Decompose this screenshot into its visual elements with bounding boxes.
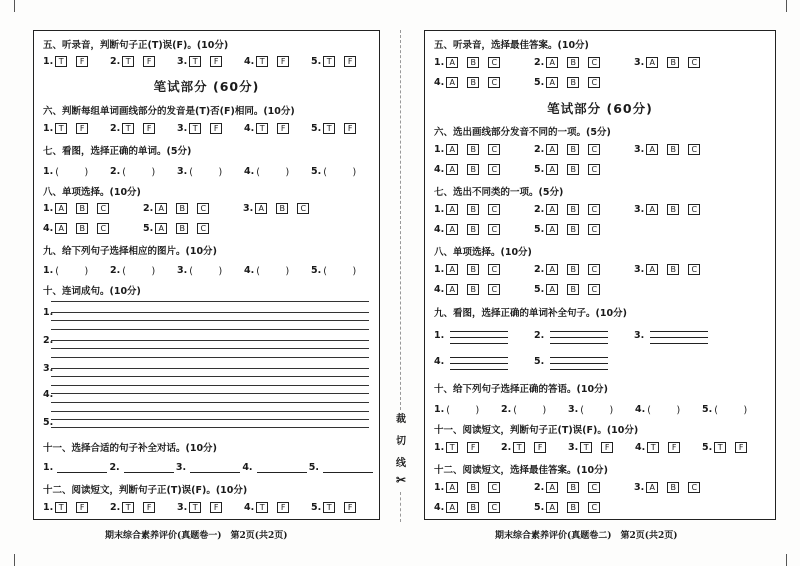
writing-number: 2. [43, 335, 54, 346]
right-section-10-title: 十、给下列句子选择正确的答语。(10分) [434, 384, 608, 395]
right-section-9-title: 九、看图，选择正确的单词补全句子。(10分) [434, 308, 627, 319]
left-section-12-answers: 1. T F 2. T F 3. T F 4. T F 5. T F [43, 502, 373, 513]
cut-label-2: 切 [396, 436, 406, 447]
a-box[interactable]: A [446, 77, 458, 88]
b-box[interactable]: B [467, 77, 479, 88]
left-section-7-title: 七、看图，选择正确的单词。(5分) [43, 146, 192, 157]
a-box[interactable]: A [446, 224, 458, 235]
b-box[interactable]: B [667, 264, 679, 275]
f-box[interactable]: F [210, 56, 222, 67]
writing-number: 3. [43, 363, 54, 374]
right-section-6-answers-row1: 1. A B C 2. A B C 3. A B C [434, 144, 769, 155]
a-box[interactable]: A [546, 144, 558, 155]
f-box[interactable]: F [277, 502, 289, 513]
left-section-8-answers-row1: 1. A B C 2. A B C 3. A B C [43, 203, 373, 214]
writing-line[interactable] [51, 320, 369, 321]
b-box[interactable]: B [567, 144, 579, 155]
right-section-6-title: 六、选出画线部分发音不同的一项。(5分) [434, 127, 611, 138]
c-box[interactable]: C [588, 224, 600, 235]
answer-blank[interactable] [257, 463, 307, 473]
t-box[interactable]: T [714, 442, 726, 453]
c-box[interactable]: C [488, 204, 500, 215]
left-section-9-answers: 1. ( ) 2. ( ) 3. ( ) 4. ( ) 5. ( ) [43, 264, 365, 277]
a-box[interactable]: A [546, 482, 558, 493]
b-box[interactable]: B [567, 284, 579, 295]
right-section-10-answers: 1. ( ) 2. ( ) 3. ( ) 4. ( ) 5. ( ) [434, 403, 756, 416]
right-section-5-answers-row1: 1. A B C 2. A B C 3. A B C [434, 57, 769, 68]
b-box[interactable]: B [276, 203, 288, 214]
c-box[interactable]: C [488, 502, 500, 513]
b-box[interactable]: B [467, 264, 479, 275]
left-section-7-answers: 1. ( ) 2. ( ) 3. ( ) 4. ( ) 5. ( ) [43, 165, 365, 178]
cut-line-bottom [400, 492, 401, 522]
t-box[interactable]: T [323, 502, 335, 513]
t-box[interactable]: T [189, 123, 201, 134]
b-box[interactable]: B [467, 482, 479, 493]
fill-lines[interactable] [450, 326, 508, 344]
right-section-5-answers-row2: 4. A B C 5. A B C [434, 77, 769, 88]
f-box[interactable]: F [534, 442, 546, 453]
a-box[interactable]: A [546, 57, 558, 68]
right-written-title: 笔试部分 (60分) [547, 101, 653, 116]
b-box[interactable]: B [76, 223, 88, 234]
cut-label-1: 裁 [396, 414, 406, 425]
c-box[interactable]: C [488, 164, 500, 175]
f-box[interactable]: F [735, 442, 747, 453]
right-section-9-answers-row1: 1. 2. 3. [434, 326, 769, 344]
b-box[interactable]: B [76, 203, 88, 214]
right-section-8-answers-row2: 4. A B C 5. A B C [434, 284, 769, 295]
right-section-7-answers-row1: 1. A B C 2. A B C 3. A B C [434, 204, 769, 215]
c-box[interactable]: C [197, 203, 209, 214]
writing-line[interactable] [51, 393, 369, 394]
a-box[interactable]: A [646, 144, 658, 155]
b-box[interactable]: B [567, 264, 579, 275]
right-section-9-answers-row2: 4. 5. [434, 352, 769, 370]
c-box[interactable]: C [588, 164, 600, 175]
b-box[interactable]: B [667, 144, 679, 155]
answer-paren[interactable]: ( ) [122, 266, 164, 277]
b-box[interactable]: B [467, 204, 479, 215]
f-box[interactable]: F [143, 502, 155, 513]
f-box[interactable]: F [668, 442, 680, 453]
a-box[interactable]: A [546, 77, 558, 88]
cut-line-top [400, 30, 401, 410]
a-box[interactable]: A [446, 264, 458, 275]
b-box[interactable]: B [567, 77, 579, 88]
left-section-8-title: 八、单项选择。(10分) [43, 187, 141, 198]
a-box[interactable]: A [446, 57, 458, 68]
writing-line[interactable] [51, 376, 369, 377]
a-box[interactable]: A [446, 164, 458, 175]
a-box[interactable]: A [255, 203, 267, 214]
c-box[interactable]: C [588, 57, 600, 68]
answer-paren[interactable]: ( ) [513, 405, 555, 416]
t-box[interactable]: T [122, 502, 134, 513]
c-box[interactable]: C [588, 77, 600, 88]
writing-line[interactable] [51, 357, 369, 358]
b-box[interactable]: B [467, 502, 479, 513]
t-box[interactable]: T [580, 442, 592, 453]
writing-line[interactable] [51, 402, 369, 403]
a-box[interactable]: A [446, 482, 458, 493]
c-box[interactable]: C [588, 264, 600, 275]
left-section-10-title: 十、连词成句。(10分) [43, 286, 141, 297]
c-box[interactable]: C [488, 144, 500, 155]
right-section-6-answers-row2: 4. A B C 5. A B C [434, 164, 769, 175]
b-box[interactable]: B [567, 224, 579, 235]
f-box[interactable]: F [76, 123, 88, 134]
a-box[interactable]: A [646, 57, 658, 68]
f-box[interactable]: F [210, 502, 222, 513]
b-box[interactable]: B [667, 57, 679, 68]
right-section-7-title: 七、选出不同类的一项。(5分) [434, 187, 564, 198]
a-box[interactable]: A [55, 203, 67, 214]
answer-paren[interactable]: ( ) [647, 405, 689, 416]
a-box[interactable]: A [546, 204, 558, 215]
writing-number: 1. [43, 307, 54, 318]
a-box[interactable]: A [55, 223, 67, 234]
right-section-5-title: 五、听录音，选择最佳答案。(10分) [434, 40, 589, 51]
t-box[interactable]: T [189, 56, 201, 67]
left-section-12-title: 十二、阅读短文，判断句子正(T)误(F)。(10分) [43, 485, 248, 496]
right-section-12-answers-row2: 4. A B C 5. A B C [434, 502, 769, 513]
left-section-6-answers: 1. T F 2. T F 3. T F 4. T F 5. T F [43, 123, 373, 134]
c-box[interactable]: C [588, 284, 600, 295]
f-box[interactable]: F [143, 123, 155, 134]
answer-paren[interactable]: ( ) [714, 405, 756, 416]
b-box[interactable]: B [667, 204, 679, 215]
a-box[interactable]: A [546, 224, 558, 235]
answer-paren[interactable]: ( ) [122, 167, 164, 178]
answer-paren[interactable]: ( ) [256, 266, 298, 277]
writing-line[interactable] [51, 385, 369, 386]
answer-paren[interactable]: ( ) [446, 405, 488, 416]
c-box[interactable]: C [688, 57, 700, 68]
left-section-9-title: 九、给下列句子选择相应的图片。(10分) [43, 246, 217, 257]
left-section-11-title: 十一、选择合适的句子补全对话。(10分) [43, 443, 217, 454]
a-box[interactable]: A [446, 502, 458, 513]
fill-lines[interactable] [650, 326, 708, 344]
left-section-5-answers: 1. T F 2. T F 3. T F 4. T F 5. T F [43, 56, 373, 67]
b-box[interactable]: B [567, 482, 579, 493]
fill-lines[interactable] [550, 326, 608, 344]
a-box[interactable]: A [646, 482, 658, 493]
c-box[interactable]: C [688, 482, 700, 493]
c-box[interactable]: C [297, 203, 309, 214]
f-box[interactable]: F [210, 123, 222, 134]
right-section-8-answers-row1: 1. A B C 2. A B C 3. A B C [434, 264, 769, 275]
a-box[interactable]: A [546, 164, 558, 175]
f-box[interactable]: F [76, 502, 88, 513]
writing-line[interactable] [51, 419, 369, 420]
answer-paren[interactable]: ( ) [55, 266, 97, 277]
answer-paren[interactable]: ( ) [323, 266, 365, 277]
answer-paren[interactable]: ( ) [189, 266, 231, 277]
b-box[interactable]: B [467, 144, 479, 155]
answer-blank[interactable] [57, 463, 107, 473]
b-box[interactable]: B [176, 223, 188, 234]
a-box[interactable]: A [155, 223, 167, 234]
right-section-11-answers: 1. T F 2. T F 3. T F 4. T F 5. T F [434, 442, 769, 453]
left-section-8-answers-row2: 4. A B C 5. A B C [43, 223, 373, 234]
left-section-11-answers: 1. 2. 3. 4. 5. [43, 462, 373, 473]
t-box[interactable]: T [323, 56, 335, 67]
c-box[interactable]: C [588, 144, 600, 155]
b-box[interactable]: B [467, 284, 479, 295]
c-box[interactable]: C [488, 482, 500, 493]
f-box[interactable]: F [277, 56, 289, 67]
c-box[interactable]: C [488, 284, 500, 295]
a-box[interactable]: A [446, 144, 458, 155]
writing-line[interactable] [51, 301, 369, 302]
c-box[interactable]: C [488, 224, 500, 235]
a-box[interactable]: A [646, 204, 658, 215]
c-box[interactable]: C [588, 502, 600, 513]
writing-line[interactable] [51, 340, 369, 341]
left-written-title: 笔试部分 (60分) [153, 79, 260, 94]
writing-line[interactable] [51, 411, 369, 412]
a-box[interactable]: A [546, 264, 558, 275]
writing-line[interactable] [51, 427, 369, 428]
b-box[interactable]: B [567, 164, 579, 175]
t-box[interactable]: T [55, 123, 67, 134]
t-box[interactable]: T [122, 56, 134, 67]
t-box[interactable]: T [647, 442, 659, 453]
writing-number: 5. [43, 417, 54, 428]
f-box[interactable]: F [601, 442, 613, 453]
b-box[interactable]: B [467, 224, 479, 235]
c-box[interactable]: C [97, 223, 109, 234]
a-box[interactable]: A [446, 284, 458, 295]
a-box[interactable]: A [446, 204, 458, 215]
writing-line[interactable] [51, 368, 369, 369]
left-page [33, 30, 380, 520]
answer-blank[interactable] [323, 463, 373, 473]
scissors-icon: ✂ [395, 473, 407, 487]
a-box[interactable]: A [646, 264, 658, 275]
t-box[interactable]: T [513, 442, 525, 453]
writing-line[interactable] [51, 348, 369, 349]
b-box[interactable]: B [667, 482, 679, 493]
left-section-6-title: 六、判断每组单词画线部分的发音是(T)否(F)相同。(10分) [43, 106, 295, 117]
answer-paren[interactable]: ( ) [189, 167, 231, 178]
f-box[interactable]: F [76, 56, 88, 67]
right-page [424, 30, 776, 520]
right-section-8-title: 八、单项选择。(10分) [434, 247, 532, 258]
c-box[interactable]: C [688, 144, 700, 155]
writing-line[interactable] [51, 329, 369, 330]
f-box[interactable]: F [277, 123, 289, 134]
left-footer: 期末综合素养评价(真题卷一) 第2页(共2页) [105, 531, 288, 541]
c-box[interactable]: C [688, 204, 700, 215]
c-box[interactable]: C [197, 223, 209, 234]
b-box[interactable]: B [467, 164, 479, 175]
crop-mark [786, 0, 787, 12]
right-section-11-title: 十一、阅读短文，判断句子正(T)误(F)。(10分) [434, 425, 639, 436]
c-box[interactable]: C [588, 482, 600, 493]
t-box[interactable]: T [256, 123, 268, 134]
writing-line[interactable] [51, 312, 369, 313]
crop-mark [786, 554, 787, 566]
a-box[interactable]: A [155, 203, 167, 214]
b-box[interactable]: B [567, 502, 579, 513]
b-box[interactable]: B [176, 203, 188, 214]
f-box[interactable]: F [467, 442, 479, 453]
answer-blank[interactable] [190, 463, 240, 473]
t-box[interactable]: T [256, 502, 268, 513]
c-box[interactable]: C [488, 57, 500, 68]
cut-label-3: 线 [396, 458, 406, 469]
answer-blank[interactable] [124, 463, 174, 473]
t-box[interactable]: T [189, 502, 201, 513]
fill-lines[interactable] [550, 352, 608, 370]
b-box[interactable]: B [567, 204, 579, 215]
answer-paren[interactable]: ( ) [323, 167, 365, 178]
c-box[interactable]: C [488, 77, 500, 88]
c-box[interactable]: C [97, 203, 109, 214]
right-footer: 期末综合素养评价(真题卷二) 第2页(共2页) [495, 531, 678, 541]
right-section-7-answers-row2: 4. A B C 5. A B C [434, 224, 769, 235]
t-box[interactable]: T [55, 56, 67, 67]
answer-paren[interactable]: ( ) [580, 405, 622, 416]
answer-paren[interactable]: ( ) [256, 167, 298, 178]
f-box[interactable]: F [344, 502, 356, 513]
crop-mark [14, 554, 15, 566]
a-box[interactable]: A [546, 284, 558, 295]
left-section-5-title: 五、听录音，判断句子正(T)误(F)。(10分) [43, 40, 229, 51]
f-box[interactable]: F [344, 123, 356, 134]
c-box[interactable]: C [488, 264, 500, 275]
fill-lines[interactable] [450, 352, 508, 370]
t-box[interactable]: T [323, 123, 335, 134]
c-box[interactable]: C [588, 204, 600, 215]
right-section-12-answers-row1: 1. A B C 2. A B C 3. A B C [434, 482, 769, 493]
right-section-12-title: 十二、阅读短文，选择最佳答案。(10分) [434, 465, 608, 476]
b-box[interactable]: B [467, 57, 479, 68]
c-box[interactable]: C [688, 264, 700, 275]
crop-mark [14, 0, 15, 12]
answer-paren[interactable]: ( ) [55, 167, 97, 178]
t-box[interactable]: T [55, 502, 67, 513]
t-box[interactable]: T [122, 123, 134, 134]
f-box[interactable]: F [143, 56, 155, 67]
writing-number: 4. [43, 389, 54, 400]
b-box[interactable]: B [567, 57, 579, 68]
t-box[interactable]: T [256, 56, 268, 67]
t-box[interactable]: T [446, 442, 458, 453]
a-box[interactable]: A [546, 502, 558, 513]
f-box[interactable]: F [344, 56, 356, 67]
